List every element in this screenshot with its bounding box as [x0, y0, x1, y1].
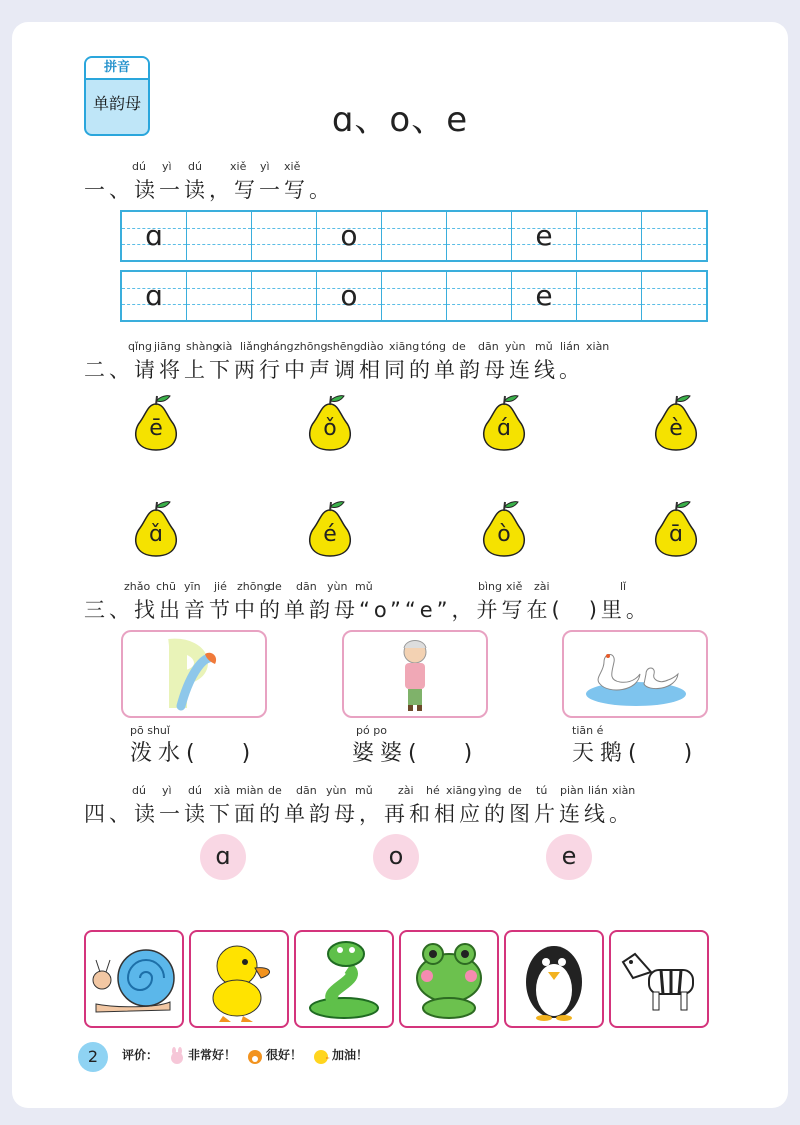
section3-heading: 三、找出音节中的单韵母“o”“e”，并写在( )里。	[84, 598, 651, 622]
page-title: ɑ、o、e	[331, 100, 469, 140]
section2-heading: 二、请将上下两行中声调相同的单韵母连线。	[84, 358, 584, 382]
pinyin-annotation: piàn	[560, 784, 584, 797]
pinyin-annotation: jiāng	[154, 340, 181, 353]
pinyin-annotation: dú	[132, 160, 146, 173]
answer-word[interactable]: 泼水( )	[130, 741, 257, 766]
pinyin-annotation: dān	[296, 784, 317, 797]
letter-circle[interactable]: ɑ	[200, 834, 246, 880]
pinyin-annotation: yùn	[327, 580, 348, 593]
answer-word[interactable]: 婆婆( )	[352, 741, 479, 766]
pinyin-annotation: lián	[560, 340, 580, 353]
pear-letter: ɑ̌	[149, 522, 163, 547]
pinyin-annotation: dú	[132, 784, 146, 797]
pear-letter: ǒ	[323, 416, 337, 441]
pear-card[interactable]	[300, 498, 360, 560]
pinyin-annotation: jié	[214, 580, 227, 593]
pinyin-annotation: zhǎo	[124, 580, 151, 593]
pinyin-annotation: dān	[478, 340, 499, 353]
pinyin-annotation: dān	[296, 580, 317, 593]
grid-letter: ɑ	[145, 279, 163, 312]
letter-circle[interactable]: e	[546, 834, 592, 880]
answer-word[interactable]: 天鹅( )	[572, 741, 699, 766]
pinyin-annotation: xiàn	[586, 340, 610, 353]
pinyin-annotation: lǐ	[620, 580, 627, 593]
writing-grid-row2[interactable]	[120, 270, 708, 322]
grid-letter: e	[535, 219, 553, 252]
pinyin-annotation: zhōng	[237, 580, 271, 593]
pinyin-annotation: de	[508, 784, 522, 797]
pinyin-annotation: dú	[188, 784, 202, 797]
pinyin-annotation: xiāng	[389, 340, 420, 353]
pear-letter: ò	[497, 522, 511, 547]
pear-letter: ē	[149, 416, 163, 441]
pinyin-annotation: diào	[360, 340, 384, 353]
pinyin-annotation: de	[268, 784, 282, 797]
pear-letter: é	[323, 522, 337, 547]
rabbit-icon	[168, 1047, 186, 1065]
rating-good[interactable]: 很好！	[266, 1048, 303, 1062]
pinyin-annotation: de	[268, 580, 282, 593]
pinyin-annotation: qǐng	[128, 340, 152, 353]
pinyin-annotation: tóng	[421, 340, 446, 353]
pear-card[interactable]	[646, 498, 706, 560]
section4-heading: 四、读一读下面的单韵母，再和相应的图片连线。	[84, 802, 634, 826]
pinyin-annotation: zhōng	[294, 340, 328, 353]
pear-letter: ɑ́	[497, 416, 511, 441]
pinyin-annotation: yì	[162, 784, 172, 797]
writing-grid-row1[interactable]	[120, 210, 708, 262]
pear-card[interactable]	[474, 498, 534, 560]
chick-icon	[312, 1047, 330, 1065]
tag-top-label: 拼音	[86, 58, 148, 80]
rating-bar	[122, 1046, 368, 1065]
snail-icon[interactable]	[84, 930, 184, 1028]
pinyin-annotation: xiàn	[612, 784, 636, 797]
page-number: 2	[78, 1042, 108, 1072]
pinyin-annotation: háng	[266, 340, 294, 353]
pinyin-annotation: miàn	[236, 784, 264, 797]
pear-card[interactable]	[126, 392, 186, 454]
tag-bottom-label: 单韵母	[92, 94, 141, 113]
grid-letter: o	[340, 219, 358, 252]
pinyin-annotation: bìng	[478, 580, 502, 593]
picture-grandma	[342, 630, 488, 718]
penguin-icon[interactable]	[504, 930, 604, 1028]
pear-card[interactable]	[300, 392, 360, 454]
pinyin-annotation: shēng	[327, 340, 361, 353]
pinyin-annotation: xiě	[506, 580, 523, 593]
pinyin-annotation: xiě	[230, 160, 247, 173]
rating-label: 评价：	[122, 1048, 159, 1062]
pear-card[interactable]	[474, 392, 534, 454]
pinyin-annotation: yìng	[478, 784, 502, 797]
frog-icon[interactable]	[399, 930, 499, 1028]
pinyin-annotation: yīn	[184, 580, 201, 593]
pinyin-annotation: shàng	[186, 340, 220, 353]
pinyin-annotation: lián	[588, 784, 608, 797]
pinyin-annotation: yùn	[505, 340, 526, 353]
letter-circle[interactable]: o	[373, 834, 419, 880]
duck-icon[interactable]	[189, 930, 289, 1028]
zebra-icon[interactable]	[609, 930, 709, 1028]
pinyin-annotation: pō shuǐ	[130, 724, 170, 737]
pinyin-annotation: tiān é	[572, 724, 604, 737]
pinyin-annotation: yùn	[326, 784, 347, 797]
picture-swans	[562, 630, 708, 718]
pinyin-annotation: yì	[260, 160, 270, 173]
pear-card[interactable]	[126, 498, 186, 560]
rating-excellent[interactable]: 非常好！	[188, 1048, 237, 1062]
pinyin-annotation: dú	[188, 160, 202, 173]
pinyin-annotation: hé	[426, 784, 440, 797]
pinyin-annotation: xiě	[284, 160, 301, 173]
fox-icon	[246, 1047, 264, 1065]
picture-splash-water	[121, 630, 267, 718]
section1-heading: 一、读一读，写一写。	[84, 178, 334, 202]
pinyin-annotation: xià	[214, 784, 231, 797]
pear-card[interactable]	[646, 392, 706, 454]
pinyin-annotation: mǔ	[535, 340, 553, 353]
pinyin-annotation: mǔ	[355, 580, 373, 593]
pinyin-annotation: pó po	[356, 724, 387, 737]
pinyin-annotation: xià	[216, 340, 233, 353]
pinyin-annotation: zài	[398, 784, 414, 797]
pear-letter: ɑ̄	[669, 522, 683, 547]
pear-letter: è	[669, 416, 683, 441]
pinyin-annotation: tú	[536, 784, 548, 797]
pinyin-annotation: yì	[162, 160, 172, 173]
grid-letter: o	[340, 279, 358, 312]
snake-icon[interactable]	[294, 930, 394, 1028]
pinyin-annotation: de	[452, 340, 466, 353]
pinyin-annotation: chū	[156, 580, 176, 593]
grid-letter: ɑ	[145, 219, 163, 252]
pinyin-annotation: xiāng	[446, 784, 477, 797]
grid-letter: e	[535, 279, 553, 312]
pinyin-annotation: mǔ	[355, 784, 373, 797]
pinyin-annotation: liǎng	[240, 340, 267, 353]
pinyin-annotation: zài	[534, 580, 550, 593]
rating-keep-going[interactable]: 加油！	[332, 1048, 369, 1062]
